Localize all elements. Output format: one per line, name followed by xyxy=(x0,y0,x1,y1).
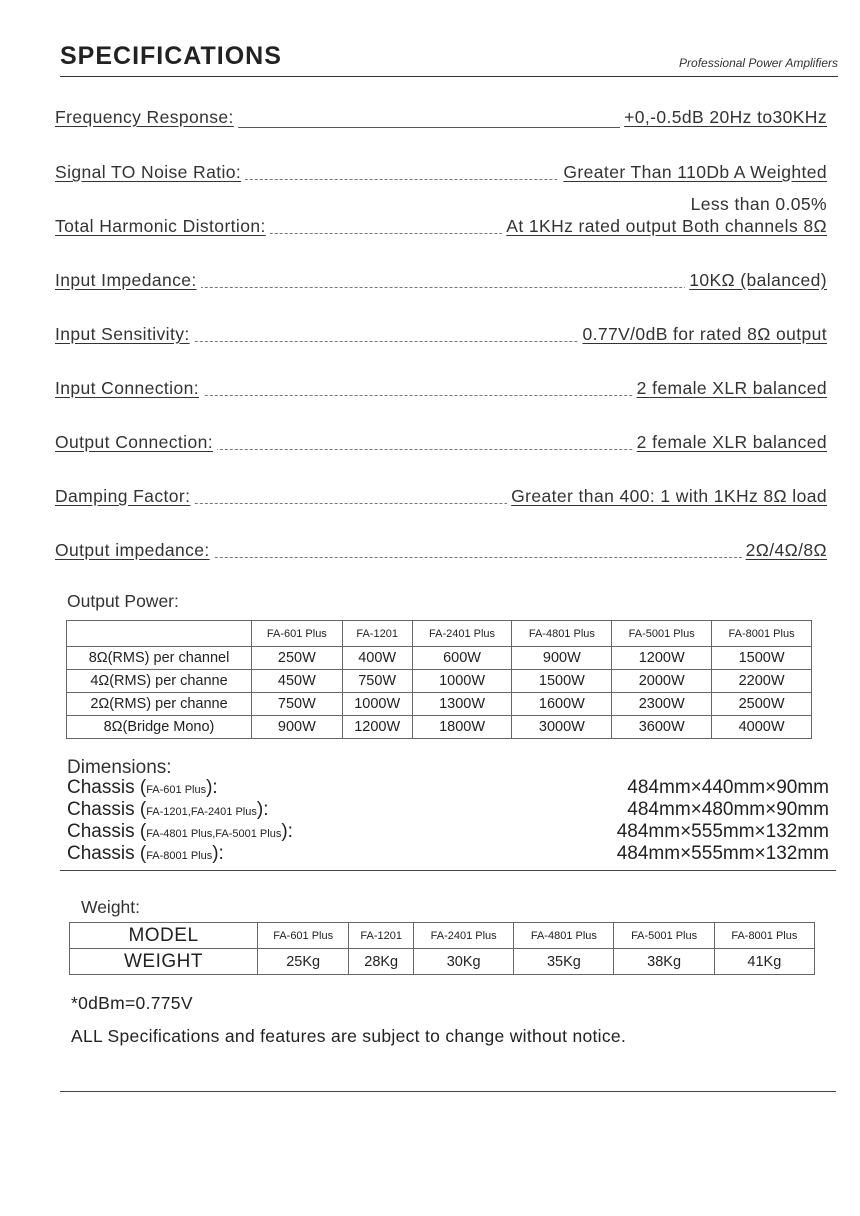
model-header: FA-8001 Plus xyxy=(714,923,814,949)
spec-label: Input Connection: xyxy=(55,378,203,399)
spec-label: Output Connection: xyxy=(55,432,217,453)
table-cell: 2000W xyxy=(612,670,712,693)
spec-input-sensitivity xyxy=(55,319,827,345)
spec-thd xyxy=(55,211,827,237)
table-cell: 1000W xyxy=(342,693,412,716)
table-cell: 900W xyxy=(252,716,343,739)
spec-label: Total Harmonic Distortion: xyxy=(55,216,270,237)
chassis-models: FA-8001 Plus xyxy=(146,850,213,862)
spec-damping-factor xyxy=(55,481,827,507)
weight-label: WEIGHT xyxy=(70,949,258,975)
spec-input-impedance xyxy=(55,265,827,291)
model-header: FA-4801 Plus xyxy=(512,621,612,647)
table-row xyxy=(67,693,812,716)
chassis-dimensions: 484mm×480mm×90mm xyxy=(627,799,829,820)
table-cell: 450W xyxy=(252,670,343,693)
spec-value: Greater Than 110Db A Weighted xyxy=(559,162,827,183)
spec-signal-noise xyxy=(55,157,827,183)
spec-value: Greater than 400: 1 with 1KHz 8Ω load xyxy=(507,486,827,507)
table-cell: 3000W xyxy=(512,716,612,739)
table-cell: 1200W xyxy=(612,647,712,670)
table-cell: 400W xyxy=(342,647,412,670)
table-row xyxy=(67,647,812,670)
table-header-row xyxy=(67,621,812,647)
spec-label: Input Impedance: xyxy=(55,270,201,291)
output-power-table xyxy=(66,620,812,739)
dimension-row: Chassis (FA-8001 Plus): 484mm×555mm×132mm xyxy=(67,843,829,864)
spec-value: +0,-0.5dB 20Hz to30KHz xyxy=(620,107,827,128)
dimension-row: Chassis (FA-4801 Plus,FA-5001 Plus): 484mm×555mm×132mm xyxy=(67,821,829,842)
thd-extra-value: Less than 0.05% xyxy=(690,194,827,214)
model-header: FA-8001 Plus xyxy=(712,621,812,647)
table-cell: 2500W xyxy=(712,693,812,716)
table-cell: 1000W xyxy=(412,670,512,693)
chassis-models: FA-601 Plus xyxy=(146,784,207,796)
table-cell: 1800W xyxy=(412,716,512,739)
spec-label: Output impedance: xyxy=(55,540,214,561)
table-cell: 1500W xyxy=(712,647,812,670)
spec-label: Frequency Response: xyxy=(55,107,238,128)
row-label: 8Ω(Bridge Mono) xyxy=(67,716,252,739)
spec-frequency-response xyxy=(55,102,827,128)
chassis-label: Chassis xyxy=(67,843,135,864)
table-cell: 1200W xyxy=(342,716,412,739)
table-cell: 3600W xyxy=(612,716,712,739)
spec-value: 0.77V/0dB for rated 8Ω output xyxy=(578,324,827,345)
spec-value: 2 female XLR balanced xyxy=(633,378,827,399)
row-label: 4Ω(RMS) per channe xyxy=(67,670,252,693)
model-header: FA-1201 xyxy=(342,621,412,647)
bottom-divider xyxy=(60,1091,836,1092)
page-header xyxy=(60,42,838,77)
model-label: MODEL xyxy=(70,923,258,949)
table-cell: 1600W xyxy=(512,693,612,716)
disclaimer-note: ALL Specifications and features are subject to change without notice. xyxy=(71,1026,627,1046)
dimensions-title: Dimensions: xyxy=(67,757,172,778)
table-row xyxy=(70,949,815,975)
page-subtitle: Professional Power Amplifiers xyxy=(679,56,838,70)
chassis-label: Chassis xyxy=(67,821,135,842)
model-header: FA-601 Plus xyxy=(252,621,343,647)
table-header-row xyxy=(70,923,815,949)
table-cell: 2300W xyxy=(612,693,712,716)
row-label: 8Ω(RMS) per channel xyxy=(67,647,252,670)
model-header: FA-601 Plus xyxy=(258,923,349,949)
model-header: FA-2401 Plus xyxy=(414,923,514,949)
table-cell: 1300W xyxy=(412,693,512,716)
table-cell: 35Kg xyxy=(514,949,614,975)
weight-table xyxy=(69,922,815,975)
model-header: FA-2401 Plus xyxy=(412,621,512,647)
spec-value: 2 female XLR balanced xyxy=(633,432,827,453)
table-cell: 25Kg xyxy=(258,949,349,975)
table-cell: 38Kg xyxy=(614,949,714,975)
model-header: FA-4801 Plus xyxy=(514,923,614,949)
dimension-row: Chassis (FA-601 Plus): 484mm×440mm×90mm xyxy=(67,777,829,798)
spec-label: Input Sensitivity: xyxy=(55,324,194,345)
table-cell: 600W xyxy=(412,647,512,670)
weight-title: Weight: xyxy=(81,897,141,917)
table-cell: 30Kg xyxy=(414,949,514,975)
chassis-dimensions: 484mm×555mm×132mm xyxy=(616,843,829,864)
table-cell: 41Kg xyxy=(714,949,814,975)
spec-label: Damping Factor: xyxy=(55,486,194,507)
model-header: FA-1201 xyxy=(349,923,414,949)
spec-value: 2Ω/4Ω/8Ω xyxy=(742,540,827,561)
table-cell: 1500W xyxy=(512,670,612,693)
table-cell: 250W xyxy=(252,647,343,670)
table-row xyxy=(67,670,812,693)
spec-output-impedance xyxy=(55,535,827,561)
chassis-label: Chassis xyxy=(67,799,135,820)
model-header: FA-5001 Plus xyxy=(614,923,714,949)
table-cell: 2200W xyxy=(712,670,812,693)
table-cell: 28Kg xyxy=(349,949,414,975)
table-cell: 750W xyxy=(342,670,412,693)
page-title: SPECIFICATIONS xyxy=(60,42,282,70)
model-header: FA-5001 Plus xyxy=(612,621,712,647)
output-power-title: Output Power: xyxy=(67,591,179,611)
spec-value: At 1KHz rated output Both channels 8Ω xyxy=(502,216,827,237)
chassis-models: FA-4801 Plus,FA-5001 Plus xyxy=(146,828,282,840)
table-cell: 750W xyxy=(252,693,343,716)
spec-output-connection xyxy=(55,427,827,453)
chassis-label: Chassis xyxy=(67,777,135,798)
chassis-models: FA-1201,FA-2401 Plus xyxy=(146,806,257,818)
spec-input-connection xyxy=(55,373,827,399)
spec-value: 10KΩ (balanced) xyxy=(685,270,827,291)
divider xyxy=(60,870,836,871)
row-label: 2Ω(RMS) per channe xyxy=(67,693,252,716)
table-cell: 4000W xyxy=(712,716,812,739)
chassis-dimensions: 484mm×440mm×90mm xyxy=(627,777,829,798)
chassis-dimensions: 484mm×555mm×132mm xyxy=(616,821,829,842)
dimension-row: Chassis (FA-1201,FA-2401 Plus): 484mm×480mm×90mm xyxy=(67,799,829,820)
dbm-note: *0dBm=0.775V xyxy=(71,993,193,1013)
spec-label: Signal TO Noise Ratio: xyxy=(55,162,245,183)
table-cell: 900W xyxy=(512,647,612,670)
table-row xyxy=(67,716,812,739)
